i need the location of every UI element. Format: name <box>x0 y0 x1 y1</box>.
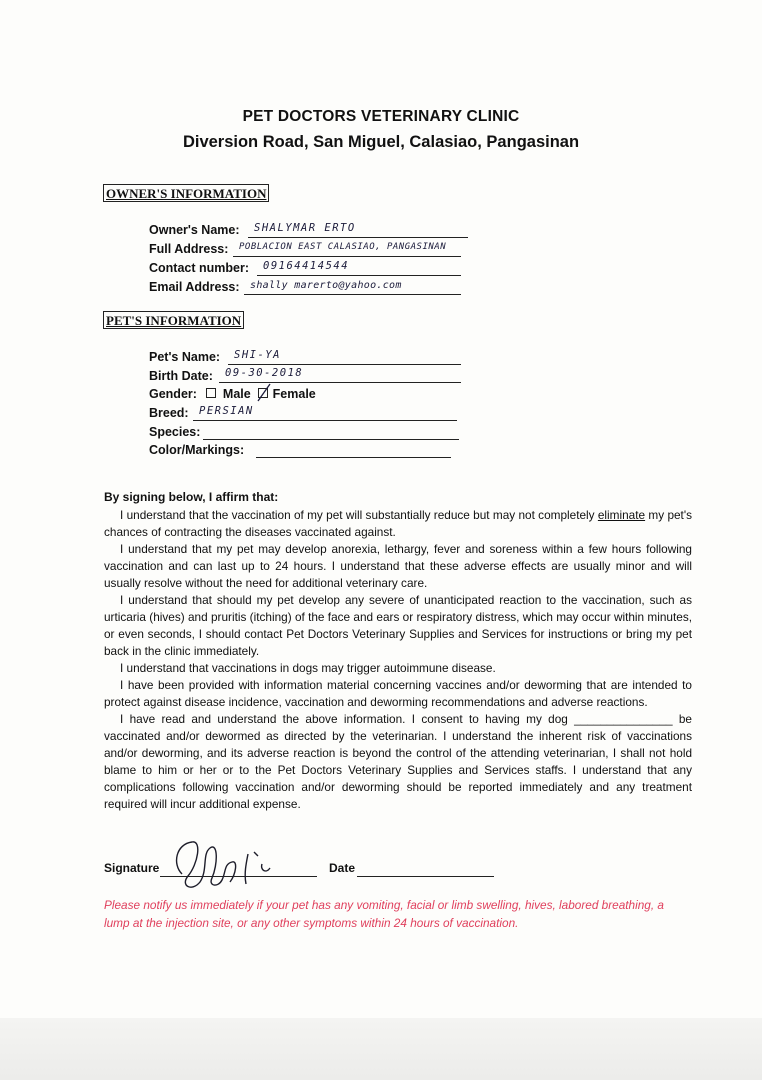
vaccination-notice: Please notify us immediately if your pet has any vomiting, facial or limb swelling, hives, labored breathing, a lump at the injection site, or any other symptoms within 24 hours of vaccination. <box>104 898 664 930</box>
owner-contact-label: Contact number: <box>149 261 249 275</box>
color-markings-row <box>149 442 244 459</box>
gender-row <box>149 386 316 403</box>
owner-info-heading: OWNER'S INFORMATION <box>103 184 269 202</box>
gender-female-checkbox[interactable] <box>258 388 268 398</box>
gender-male-checkbox[interactable] <box>206 388 216 398</box>
pet-name-row <box>149 349 220 366</box>
p1-underlined: eliminate <box>597 508 646 522</box>
species-row <box>149 424 200 441</box>
breed-row <box>149 405 189 422</box>
owner-email-label: Email Address: <box>149 280 240 294</box>
pet-name-field[interactable]: SHI-YA <box>228 348 461 365</box>
checkmark-icon <box>257 383 273 403</box>
affirmation-paragraph-4: I understand that vaccinations in dogs may trigger autoimmune disease. <box>120 661 496 675</box>
date-label: Date <box>329 861 356 875</box>
owner-name-row <box>149 222 240 239</box>
scan-bottom-edge <box>0 1018 762 1080</box>
p1-text: I understand that the vaccination of my pet will substantially reduce but may not completely <box>120 508 595 522</box>
affirmation-paragraph-2: I understand that my pet may develop anorexia, lethargy, fever and soreness within a few hours following vaccination and can last up to 24 hours. I understand that these adverse effects are usually minor and will usually resolve without the need for additional veterinary care. <box>104 542 692 590</box>
owner-email-row <box>149 279 240 296</box>
birth-date-row <box>149 368 213 385</box>
species-label: Species: <box>149 425 201 439</box>
gender-label: Gender: <box>149 387 197 401</box>
gender-male-label: Male <box>222 387 251 401</box>
species-field[interactable] <box>203 423 459 440</box>
signature-label: Signature <box>104 861 160 875</box>
color-markings-label: Color/Markings: <box>149 443 245 457</box>
color-markings-field[interactable] <box>256 441 451 458</box>
owner-contact-field[interactable]: 09164414544 <box>257 259 461 276</box>
signature-scribble-icon <box>162 834 282 894</box>
birth-date-field[interactable]: 09-30-2018 <box>219 366 461 383</box>
affirmation-paragraph-5: I have been provided with information material concerning vaccines and/or deworming that are intended to protect against disease incidence, vaccination and deworming recommendations and adverse reactions. <box>104 678 692 709</box>
owner-address-label: Full Address: <box>149 242 229 256</box>
breed-field[interactable]: PERSIAN <box>193 404 457 421</box>
affirmation-body <box>104 507 692 813</box>
owner-address-row <box>149 241 228 258</box>
owner-name-label: Owner's Name: <box>149 223 240 237</box>
owner-contact-row <box>149 260 249 277</box>
date-line[interactable] <box>357 876 494 877</box>
gender-female-label: Female <box>272 387 316 401</box>
owner-address-field[interactable]: POBLACION EAST CALASIAO, PANGASINAN <box>233 240 461 257</box>
clinic-name: PET DOCTORS VETERINARY CLINIC <box>242 108 520 125</box>
p1-text-end: my pet's chances of contracting the diseases vaccinated against. <box>104 508 692 539</box>
affirmation-paragraph-3: I understand that should my pet develop any severe of unanticipated reaction to the vaccination, such as urticaria (hives) and pruritis (itching) of the face and ears or respiratory distress, which may occur within minutes, or even seconds, I should contact Pet Doctors Veterinary Supplies and Services for instructions or bring my pet back in the clinic immediately. <box>104 593 692 658</box>
owner-email-field[interactable]: shally marerto@yahoo.com <box>244 278 461 295</box>
owner-name-field[interactable]: SHALYMAR ERTO <box>248 221 468 238</box>
affirmation-paragraph-1 <box>104 507 692 541</box>
pet-name-label: Pet's Name: <box>149 350 221 364</box>
pet-info-heading: PET'S INFORMATION <box>103 311 244 329</box>
birth-date-label: Birth Date: <box>149 369 213 383</box>
affirmation-paragraph-6: I have read and understand the above information. I consent to having my dog _______________ be vaccinated and/or dewormed as directed by the veterinarian. I understand the inherent risk of vaccinations and/or deworming, and its adverse reaction is beyond the control of the attending veterinarian, I shall not hold blame to him or her or to the Pet Doctors Veterinary Supplies and Services staffs. I understand that any complications following vaccination and/or deworming should be reported immediately and any treatment required will incur additional expense. <box>104 712 692 811</box>
affirmation-title: By signing below, I affirm that: <box>104 490 279 504</box>
breed-label: Breed: <box>149 406 189 420</box>
clinic-address: Diversion Road, San Miguel, Calasiao, Pangasinan <box>182 133 580 151</box>
